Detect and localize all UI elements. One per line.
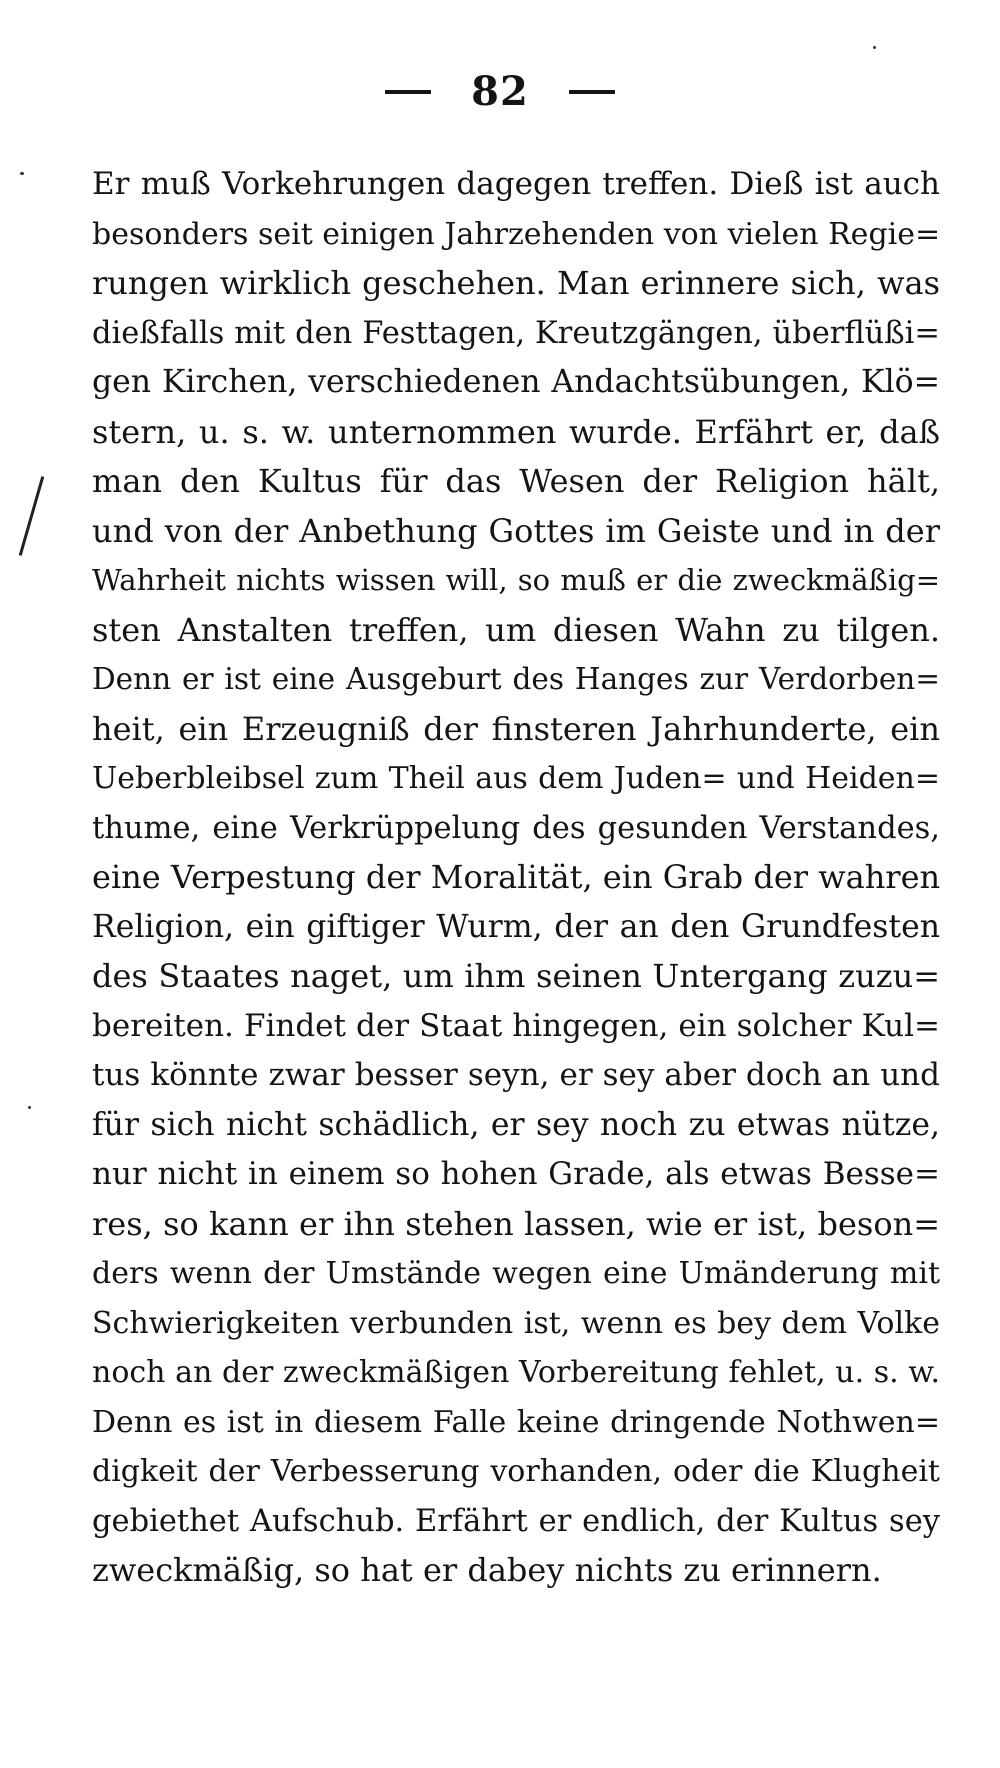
text-line: besonders seit einigen Jahrzehenden von vielen Regie= [92, 216, 941, 252]
paper-speck [20, 172, 24, 175]
text-line: Denn er ist eine Ausgeburt des Hanges zur Verdorben= [92, 662, 940, 696]
page-number: 82 [471, 68, 529, 115]
text-line: Er muß Vorkehrungen dagegen treffen. Dieß ist auch [92, 166, 940, 202]
text-line: bereiten. Findet der Staat hingegen, ein solcher Kul= [92, 1007, 940, 1044]
body-text [92, 160, 940, 1596]
text-line: digkeit der Verbesserung vorhanden, oder die Klugheit [92, 1454, 940, 1489]
text-line: für sich nicht schädlich, er sey noch zu etwas nütze, [92, 1106, 940, 1143]
text-line: des Staates naget, um ihm seinen Untergang zuzu= [92, 957, 940, 995]
text-line: gen Kirchen, verschiedenen Andachtsübungen, Klö= [92, 364, 940, 400]
text-line: nur nicht in einem so hohen Grade, als etwas Besse= [92, 1156, 940, 1192]
paper-speck [873, 46, 876, 49]
margin-pencil-mark [19, 476, 44, 556]
text-line: ders wenn der Umstände wegen eine Umänderung mit [92, 1256, 940, 1291]
text-line: res, so kann er ihn stehen lassen, wie er ist, beson= [92, 1204, 940, 1243]
text-line: sten Anstalten treffen, um diesen Wahn zu tilgen. [92, 610, 940, 649]
text-line: Ueberbleibsel zum Theil aus dem Juden= und Heiden= [92, 761, 940, 796]
page-header [0, 68, 1000, 115]
text-line: Religion, ein giftiger Wurm, der an den Grundfesten [92, 908, 940, 945]
header-dash-left [385, 90, 431, 94]
header-dash-right [569, 90, 615, 94]
text-line: Denn es ist in diesem Falle keine dringende Nothwen= [92, 1404, 940, 1440]
text-line: man den Kultus für das Wesen der Religion hält, [92, 462, 940, 500]
text-line: Wahrheit nichts wissen will, so muß er die zweckmäßig= [92, 563, 940, 597]
text-line: und von der Anbethung Gottes im Geiste und in der [92, 511, 940, 550]
text-line: noch an der zweckmäßigen Vorbereitung fehlet, u. s. w. [92, 1355, 940, 1390]
text-line: eine Verpestung der Moralität, ein Grab der wahren [92, 858, 941, 896]
text-line: zweckmäßig, so hat er dabey nichts zu erinnern. [92, 1551, 882, 1589]
text-line: stern, u. s. w. unternommen wurde. Erfährt er, daß [92, 412, 940, 451]
text-line: thume, eine Verkrüppelung des gesunden Verstandes, [92, 810, 940, 846]
text-line: dießfalls mit den Festtagen, Kreutzgängen, überflüßi= [92, 315, 940, 351]
text-line: Schwierigkeiten verbunden ist, wenn es bey dem Volke [92, 1305, 940, 1341]
paper-speck [28, 1106, 31, 1109]
text-line: gebiethet Aufschub. Erfährt er endlich, der Kultus sey [92, 1503, 940, 1539]
text-line: rungen wirklich geschehen. Man erinnere sich, was [92, 264, 940, 302]
text-line: tus könnte zwar besser seyn, er sey aber doch an und [92, 1057, 940, 1093]
text-line: heit, ein Erzeugniß der finsteren Jahrhunderte, ein [92, 709, 940, 748]
